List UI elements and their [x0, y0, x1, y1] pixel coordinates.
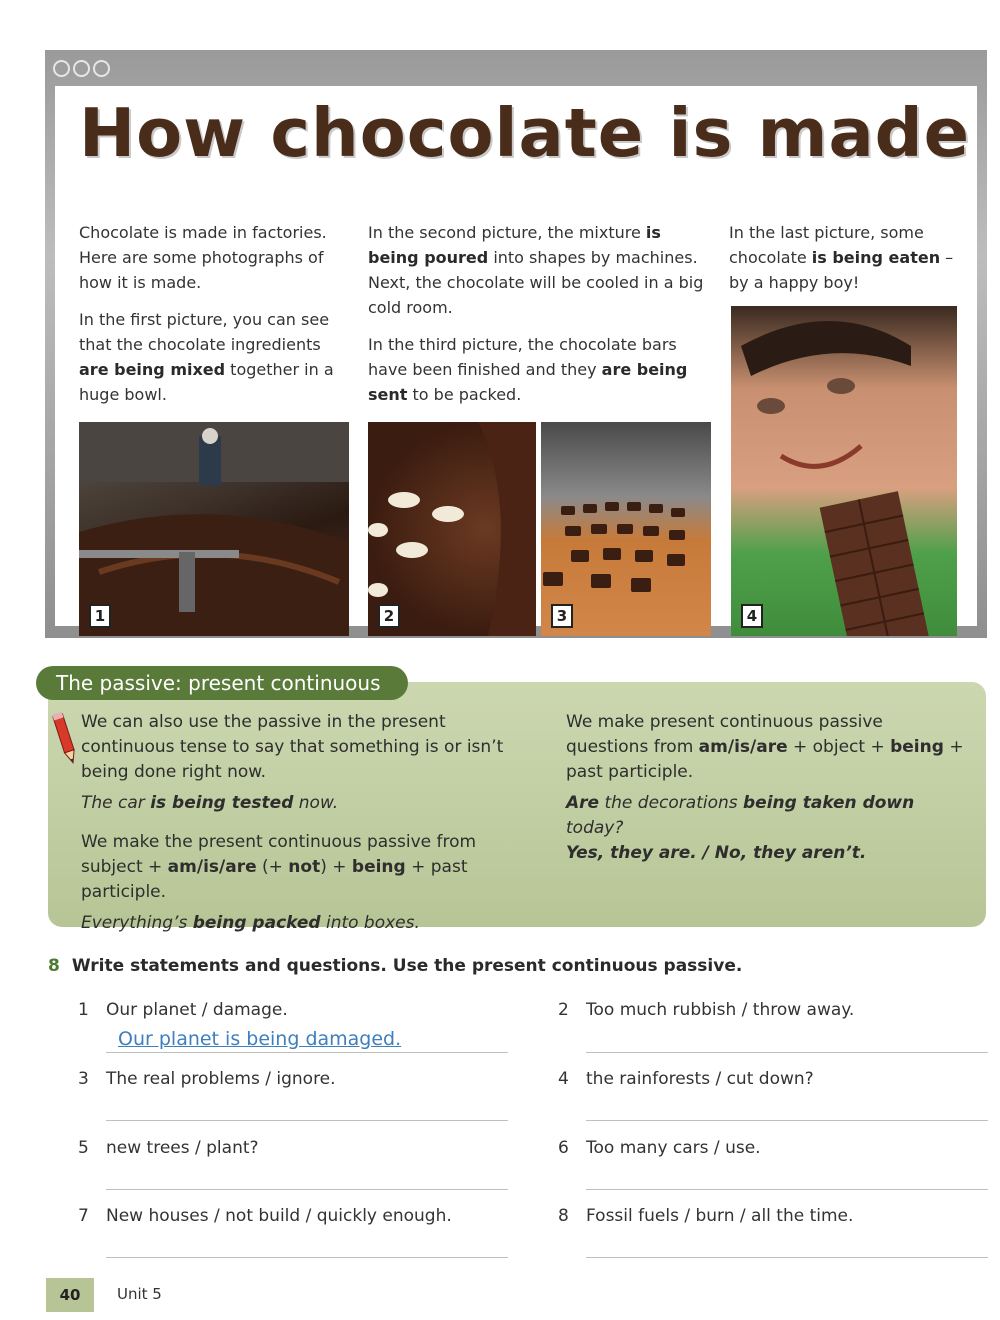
- example-answer: Our planet is being damaged.: [118, 1028, 402, 1050]
- exercise-number: 8: [48, 956, 60, 976]
- article-title: How chocolate is made: [79, 94, 971, 172]
- grammar-example: The car is being tested now.: [81, 793, 339, 813]
- exercise-item: 1 Our planet / damage.: [78, 1000, 288, 1020]
- photo-number: 3: [551, 604, 573, 628]
- grammar-rule: We make the present continuous passive from subject + am/is/are (+ not) + being + past participle.: [81, 832, 477, 902]
- window-dot-icon: [53, 60, 70, 77]
- exercise-heading: [48, 956, 742, 976]
- grammar-left-column: [81, 710, 541, 950]
- factory-photo-icon: [79, 422, 349, 636]
- article-panel: [55, 86, 977, 626]
- exercise-item: 3 The real problems / ignore.: [78, 1069, 336, 1089]
- exercise-item: 8 Fossil fuels / burn / all the time.: [558, 1206, 854, 1226]
- answer-line-5[interactable]: [106, 1189, 508, 1190]
- grammar-rule: We make present continuous passive questions from am/is/are + object + being + past participle.: [566, 712, 964, 782]
- pencil-icon: [52, 710, 78, 766]
- grammar-right-column: [566, 710, 966, 880]
- article-column-3: [729, 220, 959, 307]
- article-window: [45, 50, 987, 638]
- window-dot-icon: [93, 60, 110, 77]
- article-paragraph: In the third picture, the chocolate bars have been finished and they are being sent to be packed.: [368, 335, 688, 404]
- exercise-item: 6 Too many cars / use.: [558, 1138, 761, 1158]
- grammar-title: The passive: present continuous: [36, 666, 408, 700]
- exercise-item: 2 Too much rubbish / throw away.: [558, 1000, 855, 1020]
- photo-number: 2: [378, 604, 400, 628]
- photo-number: 1: [89, 604, 111, 628]
- answer-line-1[interactable]: [106, 1052, 508, 1053]
- exercise-instruction: Write statements and questions. Use the present continuous passive.: [71, 956, 743, 976]
- photo-boy: [731, 306, 957, 636]
- article-column-2: [368, 220, 708, 419]
- answer-line-4[interactable]: [586, 1120, 988, 1121]
- grammar-example: Everything’s being packed into boxes.: [81, 913, 420, 933]
- window-dot-icon: [73, 60, 90, 77]
- answer-line-7[interactable]: [106, 1257, 508, 1258]
- photo-pouring: [368, 422, 536, 636]
- exercise-item: 4 the rainforests / cut down?: [558, 1069, 814, 1089]
- article-paragraph: In the last picture, some chocolate is being eaten – by a happy boy!: [729, 223, 954, 292]
- article-paragraph: In the first picture, you can see that the chocolate ingredients are being mixed together in a huge bowl.: [79, 310, 334, 404]
- answer-line-8[interactable]: [586, 1257, 988, 1258]
- photo-conveyor: [541, 422, 711, 636]
- grammar-example: Are the decorations being taken down today?: [566, 793, 915, 838]
- article-paragraph: Chocolate is made in factories. Here are some photographs of how it is made.: [79, 223, 327, 292]
- grammar-rule: We can also use the passive in the present continuous tense to say that something is or isn’t being done right now.: [81, 712, 504, 782]
- boy-photo-icon: [731, 306, 957, 636]
- answer-line-2[interactable]: [586, 1052, 988, 1053]
- answer-line-3[interactable]: [106, 1120, 508, 1121]
- exercise-item: 5 new trees / plant?: [78, 1138, 259, 1158]
- window-controls: [53, 56, 110, 80]
- answer-line-6[interactable]: [586, 1189, 988, 1190]
- photo-number: 4: [741, 604, 763, 628]
- photo-mixing: [79, 422, 349, 636]
- unit-label: Unit 5: [117, 1285, 162, 1303]
- article-column-1: [79, 220, 349, 419]
- page-number: 40: [46, 1278, 94, 1312]
- exercise-item: 7 New houses / not build / quickly enough.: [78, 1206, 452, 1226]
- grammar-example: Yes, they are. / No, they aren’t.: [566, 843, 867, 863]
- article-paragraph: In the second picture, the mixture is being poured into shapes by machines. Next, the chocolate will be cooled in a big cold room.: [368, 223, 704, 317]
